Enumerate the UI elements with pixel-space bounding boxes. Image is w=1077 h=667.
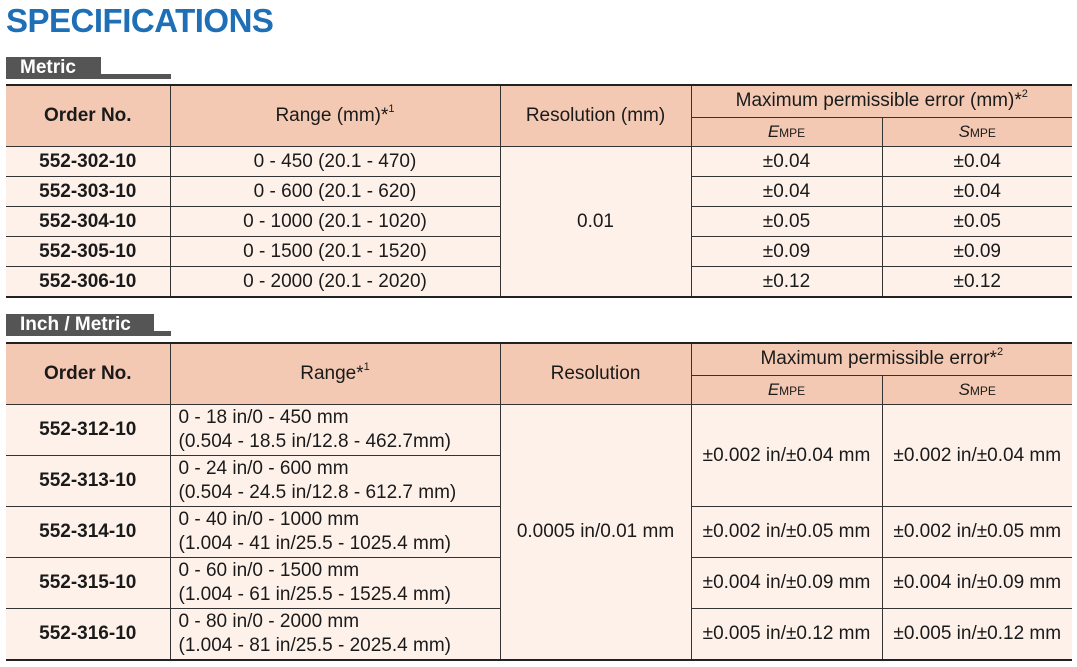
e-mpe-cell: ±0.04 — [691, 177, 882, 207]
order-number: 552-304-10 — [6, 207, 170, 237]
header-order-no: Order No. — [6, 343, 170, 405]
order-number: 552-305-10 — [6, 237, 170, 267]
resolution-cell: 0.0005 in/0.01 mm — [500, 405, 691, 661]
order-number: 552-316-10 — [6, 609, 170, 661]
header-s-mpe: SMPE — [882, 375, 1072, 404]
s-mpe-cell: ±0.12 — [882, 267, 1072, 298]
e-mpe-cell: ±0.002 in/±0.04 mm — [691, 405, 882, 507]
s-mpe-cell: ±0.005 in/±0.12 mm — [882, 609, 1072, 661]
s-mpe-cell: ±0.002 in/±0.04 mm — [882, 405, 1072, 507]
header-range: Range (mm)*$^1$ — [170, 85, 500, 147]
e-mpe-cell: ±0.004 in/±0.09 mm — [691, 558, 882, 609]
metric-section-label: Metric — [6, 57, 101, 79]
range-cell: 0 - 1500 (20.1 - 1520) — [170, 237, 500, 267]
e-mpe-cell: ±0.12 — [691, 267, 882, 298]
header-max-permissible-error: Maximum permissible error*$^2$ — [691, 343, 1072, 375]
inch-metric-section-tab — [6, 314, 171, 336]
order-number: 552-315-10 — [6, 558, 170, 609]
s-mpe-cell: ±0.09 — [882, 237, 1072, 267]
order-number: 552-312-10 — [6, 405, 170, 456]
order-number: 552-306-10 — [6, 267, 170, 298]
order-number: 552-303-10 — [6, 177, 170, 207]
e-mpe-cell: ±0.09 — [691, 237, 882, 267]
section-underline — [101, 74, 171, 79]
e-mpe-cell: ±0.04 — [691, 147, 882, 177]
range-cell: 0 - 80 in/0 - 2000 mm (1.004 - 81 in/25.5 - 2025.4 mm) — [170, 609, 500, 661]
range-cell: 0 - 24 in/0 - 600 mm (0.504 - 24.5 in/12.8 - 612.7 mm) — [170, 456, 500, 507]
header-s-mpe: SMPE — [882, 117, 1072, 146]
header-resolution: Resolution (mm) — [500, 85, 691, 147]
inch-metric-spec-table — [6, 342, 1072, 661]
table-row — [6, 405, 1072, 456]
range-cell: 0 - 60 in/0 - 1500 mm (1.004 - 61 in/25.5 - 1525.4 mm) — [170, 558, 500, 609]
inch-metric-section-label: Inch / Metric — [6, 314, 154, 336]
range-cell: 0 - 1000 (20.1 - 1020) — [170, 207, 500, 237]
s-mpe-cell: ±0.05 — [882, 207, 1072, 237]
range-cell: 0 - 18 in/0 - 450 mm (0.504 - 18.5 in/12.8 - 462.7mm) — [170, 405, 500, 456]
header-resolution: Resolution — [500, 343, 691, 405]
s-mpe-cell: ±0.004 in/±0.09 mm — [882, 558, 1072, 609]
s-mpe-cell: ±0.002 in/±0.05 mm — [882, 507, 1072, 558]
page-title: SPECIFICATIONS — [6, 2, 274, 39]
range-cell: 0 - 40 in/0 - 1000 mm (1.004 - 41 in/25.5 - 1025.4 mm) — [170, 507, 500, 558]
e-mpe-cell: ±0.002 in/±0.05 mm — [691, 507, 882, 558]
table-row — [6, 147, 1072, 177]
header-range: Range*$^1$ — [170, 343, 500, 405]
resolution-cell: 0.01 — [500, 147, 691, 298]
metric-spec-table — [6, 84, 1072, 298]
metric-section-tab — [6, 57, 171, 79]
order-number: 552-302-10 — [6, 147, 170, 177]
order-number: 552-313-10 — [6, 456, 170, 507]
header-e-mpe: EMPE — [691, 375, 882, 404]
range-cell: 0 - 600 (20.1 - 620) — [170, 177, 500, 207]
s-mpe-cell: ±0.04 — [882, 177, 1072, 207]
range-cell: 0 - 450 (20.1 - 470) — [170, 147, 500, 177]
range-cell: 0 - 2000 (20.1 - 2020) — [170, 267, 500, 298]
header-e-mpe: EMPE — [691, 117, 882, 146]
e-mpe-cell: ±0.05 — [691, 207, 882, 237]
s-mpe-cell: ±0.04 — [882, 147, 1072, 177]
section-underline — [154, 331, 171, 336]
header-max-permissible-error: Maximum permissible error (mm)*$^2$ — [691, 85, 1072, 117]
e-mpe-cell: ±0.005 in/±0.12 mm — [691, 609, 882, 661]
order-number: 552-314-10 — [6, 507, 170, 558]
header-order-no: Order No. — [6, 85, 170, 147]
